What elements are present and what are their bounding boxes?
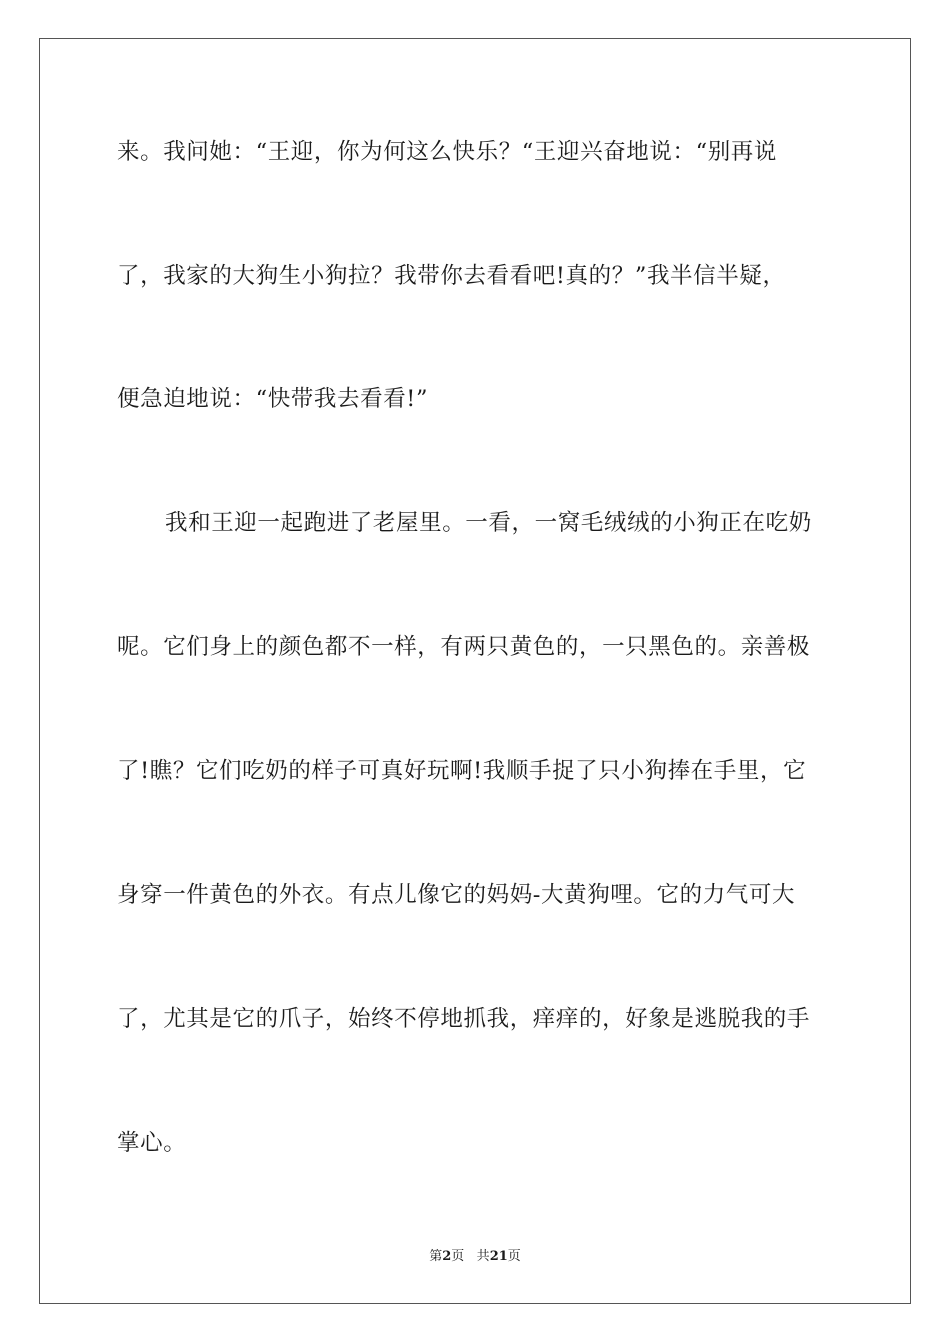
text-line: 呢。它们身上的颜色都不一样，有两只黄色的，一只黑色的。亲善极 [117, 634, 811, 660]
text-line: 了，我家的大狗生小狗拉？我带你去看看吧!真的？”我半信半疑， [117, 263, 786, 289]
text-line: 掌心。 [117, 1130, 187, 1156]
total-suffix: 页 [507, 1249, 521, 1264]
total-prefix: 共 [476, 1249, 490, 1264]
page-number: 2 [442, 1249, 452, 1264]
text-line: 便急迫地说：“快带我去看看!” [117, 386, 429, 412]
page-prefix: 第 [429, 1249, 443, 1264]
page-border [39, 38, 911, 1304]
paragraph-first-line: 我和王迎一起跑进了老屋里。一看，一窝毛绒绒的小狗正在吃奶 [165, 510, 812, 536]
text-line: 了!瞧？它们吃奶的样子可真好玩啊!我顺手捉了只小狗捧在手里，它 [117, 758, 807, 784]
text-line: 来。我问她：“王迎，你为何这么快乐？“王迎兴奋地说：“别再说 [117, 139, 778, 165]
text-line: 身穿一件黄色的外衣。有点儿像它的妈妈-大黄狗哩。它的力气可大 [117, 882, 796, 908]
text-line: 了，尤其是它的爪子，始终不停地抓我，痒痒的，好象是逃脱我的手 [117, 1006, 811, 1032]
total-pages: 21 [489, 1249, 508, 1264]
page-suffix: 页 [451, 1249, 465, 1264]
page-footer [0, 1248, 950, 1266]
